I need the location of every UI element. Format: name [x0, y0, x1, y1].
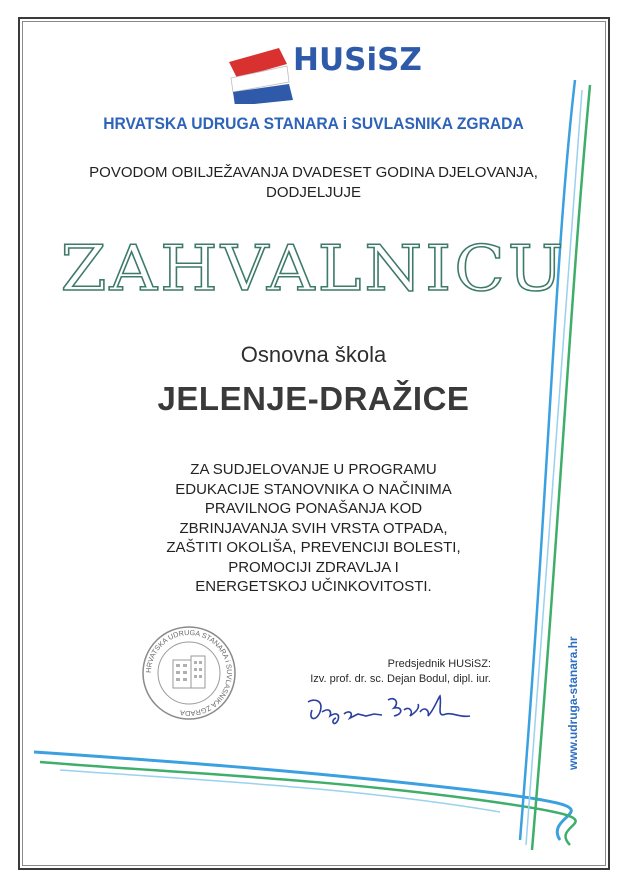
- signer-role: Predsjednik HUSiSZ:: [387, 658, 491, 670]
- website-url: www.udruga-stanara.hr: [566, 636, 580, 770]
- husisz-logo: [221, 40, 421, 110]
- signer-block: [310, 657, 491, 687]
- purpose-line: ZBRINJAVANJA SVIH VRSTA OTPADA,: [179, 519, 448, 537]
- recipient-name: JELENJE-DRAŽICE: [157, 380, 470, 417]
- purpose-text: [0, 460, 627, 597]
- purpose-line: PROMOCIJI ZDRAVLJA I: [228, 558, 399, 576]
- occasion-text: [0, 163, 627, 203]
- purpose-line: ZAŠTITI OKOLIŠA, PREVENCIJI BOLESTI,: [166, 539, 461, 556]
- purpose-line: ZA SUDJELOVANJE U PROGRAMU: [190, 461, 437, 478]
- certificate-inner-border: [22, 21, 606, 866]
- purpose-line: EDUKACIJE STANOVNIKA O NAČINIMA: [175, 480, 452, 498]
- svg-text:HRVATSKA UDRUGA STANARA i SUVL: [144, 628, 234, 718]
- certificate-title: ZAHVALNICU: [60, 231, 567, 306]
- handwritten-signature: [300, 690, 480, 735]
- signer-name: Izv. prof. dr. sc. Dejan Bodul, dipl. iur.: [310, 673, 491, 685]
- logo-flag-icon: [221, 44, 301, 104]
- organization-name: HRVATSKA UDRUGA STANARA i SUVLASNIKA ZGRADA: [103, 114, 524, 133]
- purpose-line: PRAVILNOG PONAŠANJA KOD: [204, 500, 423, 517]
- logo-text: HUSiSZ: [293, 42, 422, 78]
- recipient-type: Osnovna škola: [240, 342, 387, 367]
- purpose-line: ENERGETSKOJ UČINKOVITOSTI.: [195, 578, 432, 595]
- official-stamp-icon: [140, 624, 238, 722]
- occasion-line: POVODOM OBILJEŽAVANJA DVADESET GODINA DJELOVANJA,: [89, 164, 538, 181]
- occasion-line: DODJELJUJE: [265, 184, 362, 201]
- stamp-text: HRVATSKA UDRUGA STANARA i SUVLASNIKA ZGRADA: [143, 627, 235, 719]
